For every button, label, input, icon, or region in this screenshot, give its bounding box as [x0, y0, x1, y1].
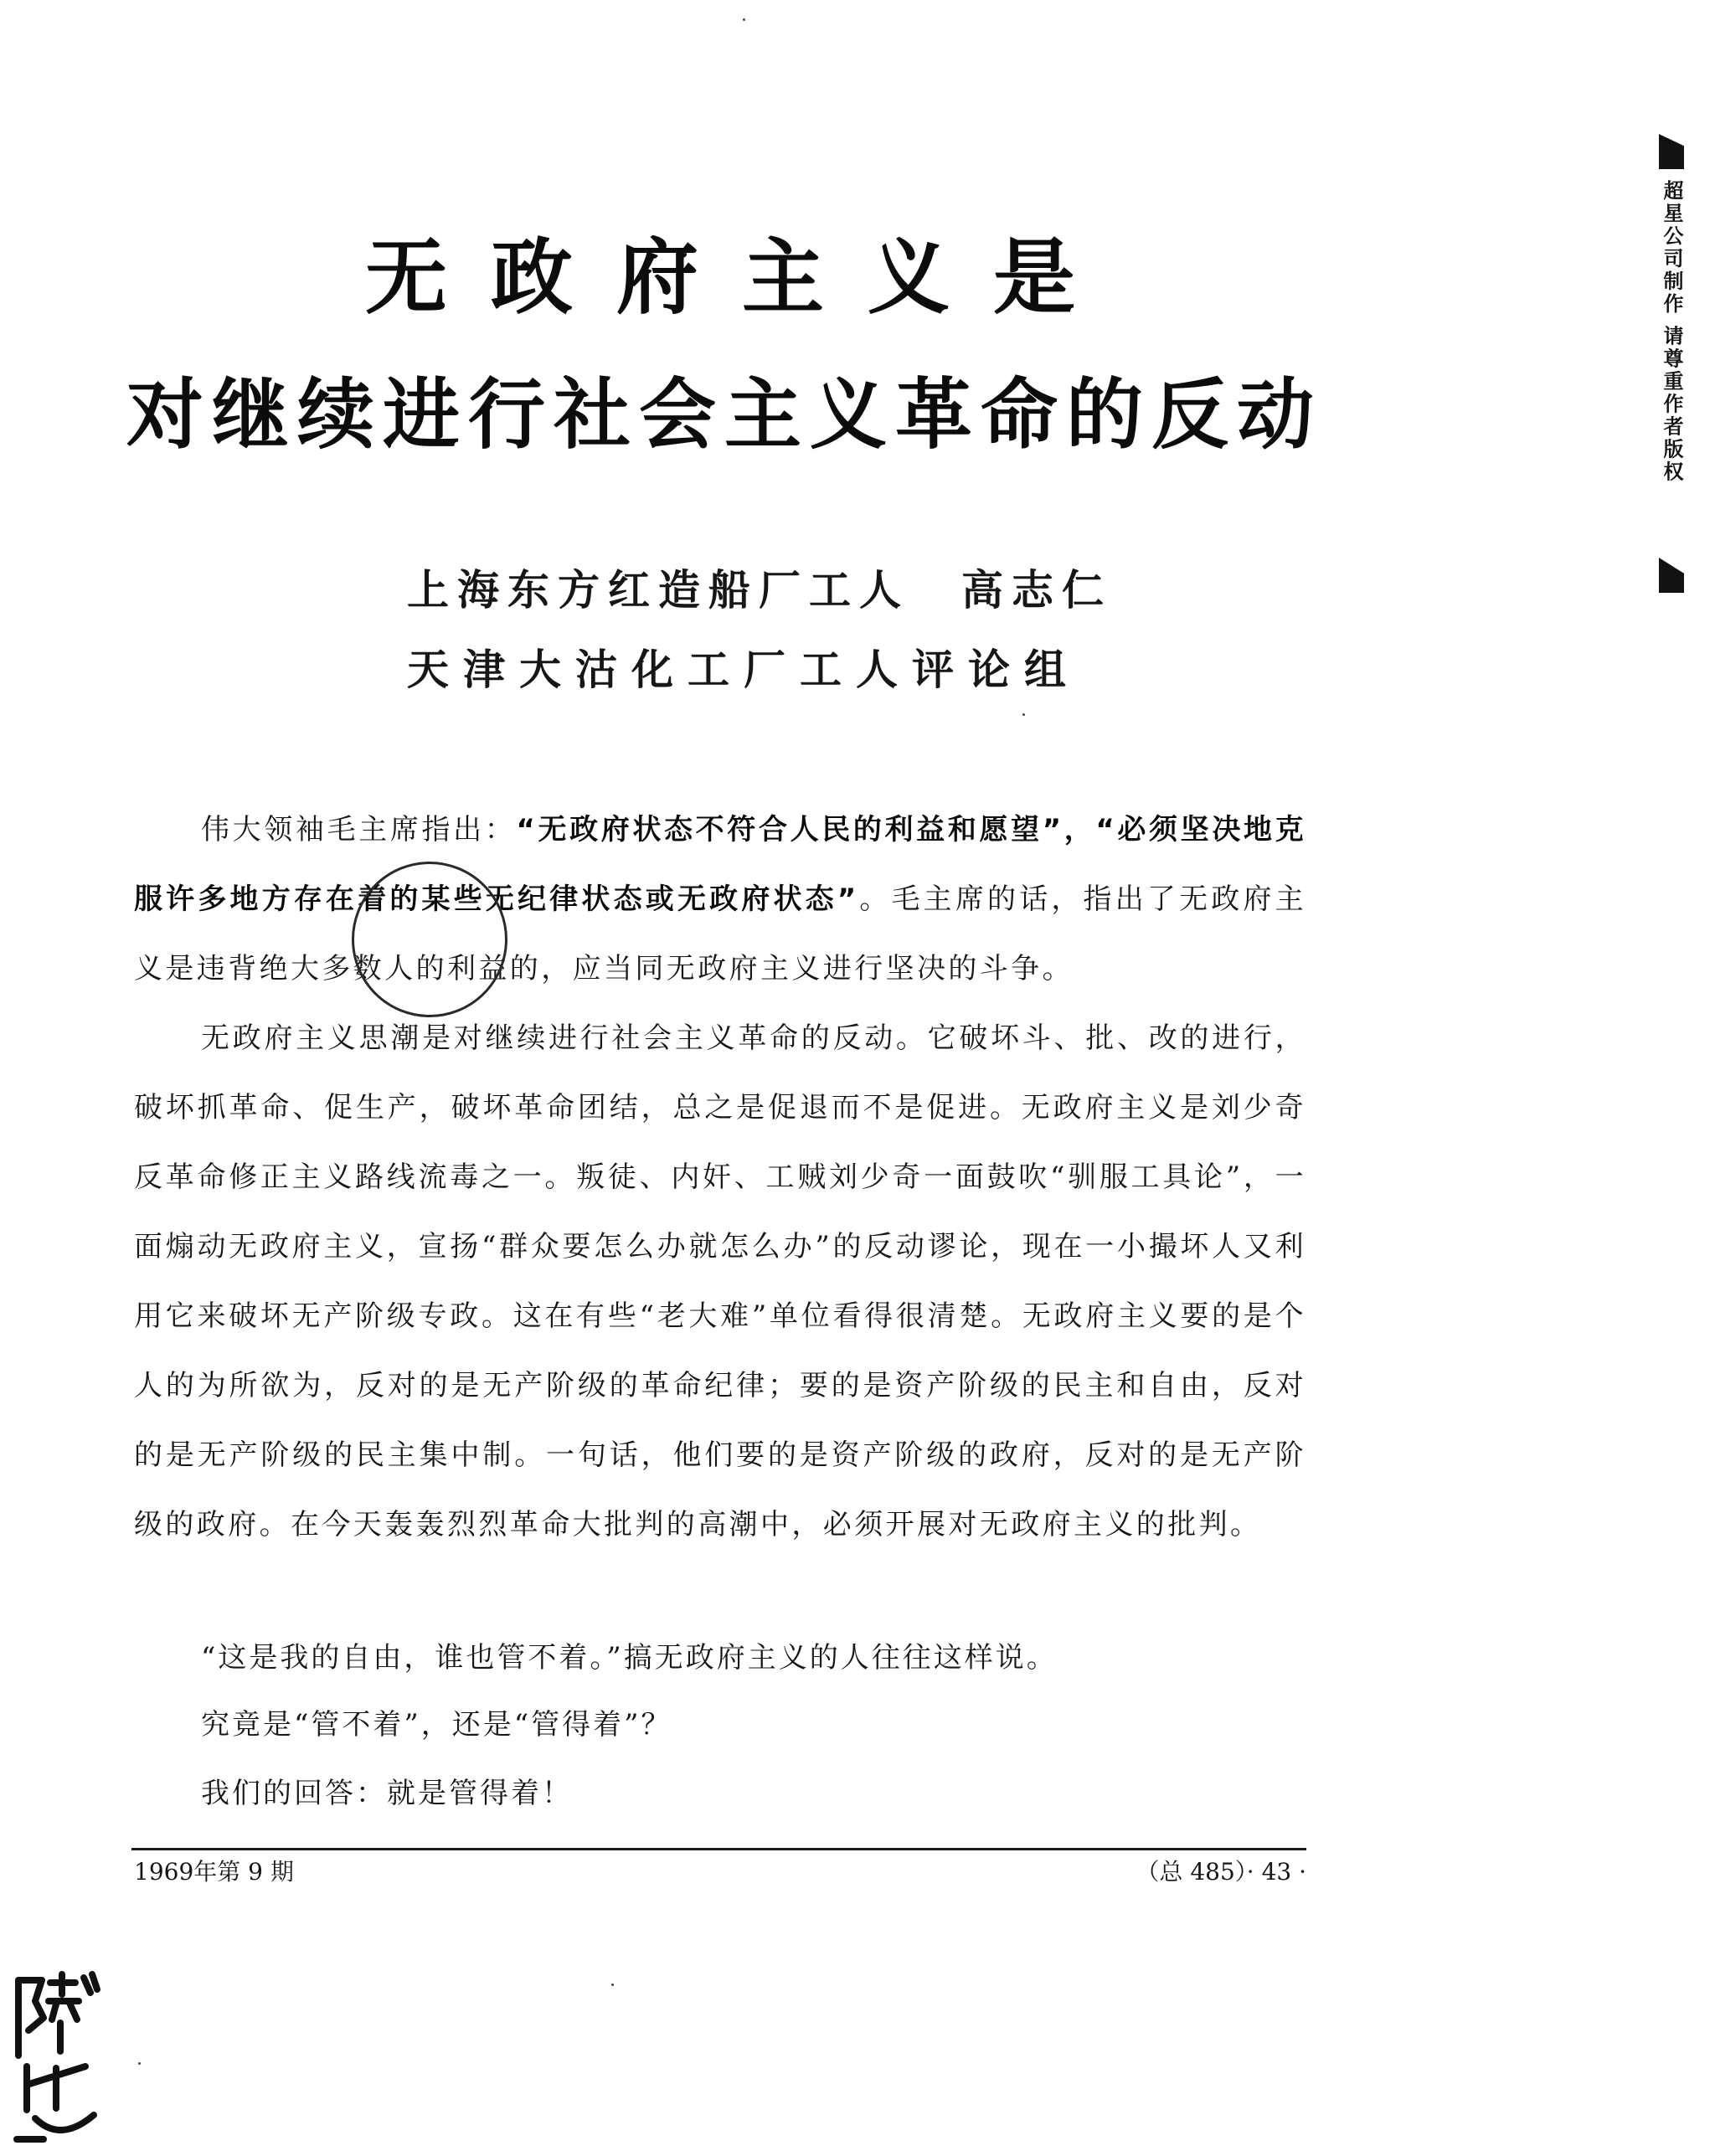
author-byline-1	[407, 565, 1112, 615]
body-paragraph-4: 究竟是“管不着”，还是“管得着”？	[201, 1708, 672, 1742]
page-number: （总 485）· 43 ·	[1136, 1858, 1306, 1886]
author-byline-2: 天津大沽化工厂工人评论组	[407, 645, 1080, 694]
watermark-bar-bottom	[1659, 558, 1684, 593]
author-organization: 上海东方红造船厂工人	[407, 565, 909, 615]
paragraph-lead: 伟大领袖毛主席指出：	[201, 813, 517, 846]
scan-speck	[743, 18, 745, 21]
body-paragraph-3: “这是我的自由，谁也管不着。”搞无政府主义的人往往这样说。	[201, 1641, 1058, 1675]
author-name: 高志仁	[961, 565, 1112, 615]
body-paragraph-2: 无政府主义思潮是对继续进行社会主义革命的反动。它破坏斗、批、改的进行，破坏抓革命、促生产，破坏革命团结，总之是促退而不是促进。无政府主义是刘少奇反革命修正主义路线流毒之一。叛徒、内奸、工贼刘少奇一面鼓吹“驯服工具论”，一面煽动无政府主义，宣扬“群众要怎么办就怎么办”的反动谬论，现在一小撮坏人又利用它来破坏无产阶级专政。这在有些“老大难”单位看得很清楚。无政府主义要的是个人的为所欲为，反对的是无产阶级的革命纪律；要的是资产阶级的民主和自由，反对的是无产阶级的民主集中制。一句话，他们要的是资产阶级的政府，反对的是无产阶级的政府。在今天轰轰烈烈革命大批判的高潮中，必须开展对无政府主义的批判。	[134, 1021, 1306, 1541]
scan-speck	[138, 2062, 141, 2065]
watermark-bar-top	[1659, 134, 1684, 169]
issue-label: 1969年第 9 期	[134, 1858, 294, 1886]
scan-speck	[611, 1984, 614, 1986]
paragraph-continuation: 。毛主席的话，指出了无政府主义是违背绝大多数人的利益的，应当同无政府主义进行坚决的斗争。	[134, 882, 1306, 985]
copyright-watermark	[1654, 134, 1689, 594]
article-title-line1: 无政府主义是	[364, 230, 1119, 326]
chairman-quote: “无政府状态不符合人民的利益和愿望”，“必须坚决地克服许多地方存在着的某些无纪律状态或无政府状态”	[134, 813, 1307, 916]
article-title-line2: 对继续进行社会主义革命的反动	[126, 370, 1322, 460]
circle-annotation	[352, 862, 507, 1017]
watermark-text: 超星公司制作 请尊重作者版权	[1660, 180, 1683, 484]
body-paragraph-5: 我们的回答：就是管得着！	[201, 1777, 573, 1810]
library-seal-stamp	[10, 1968, 102, 2148]
footer-rule	[131, 1848, 1306, 1850]
body-paragraph-1	[134, 795, 1306, 1004]
scan-speck	[1022, 713, 1025, 716]
